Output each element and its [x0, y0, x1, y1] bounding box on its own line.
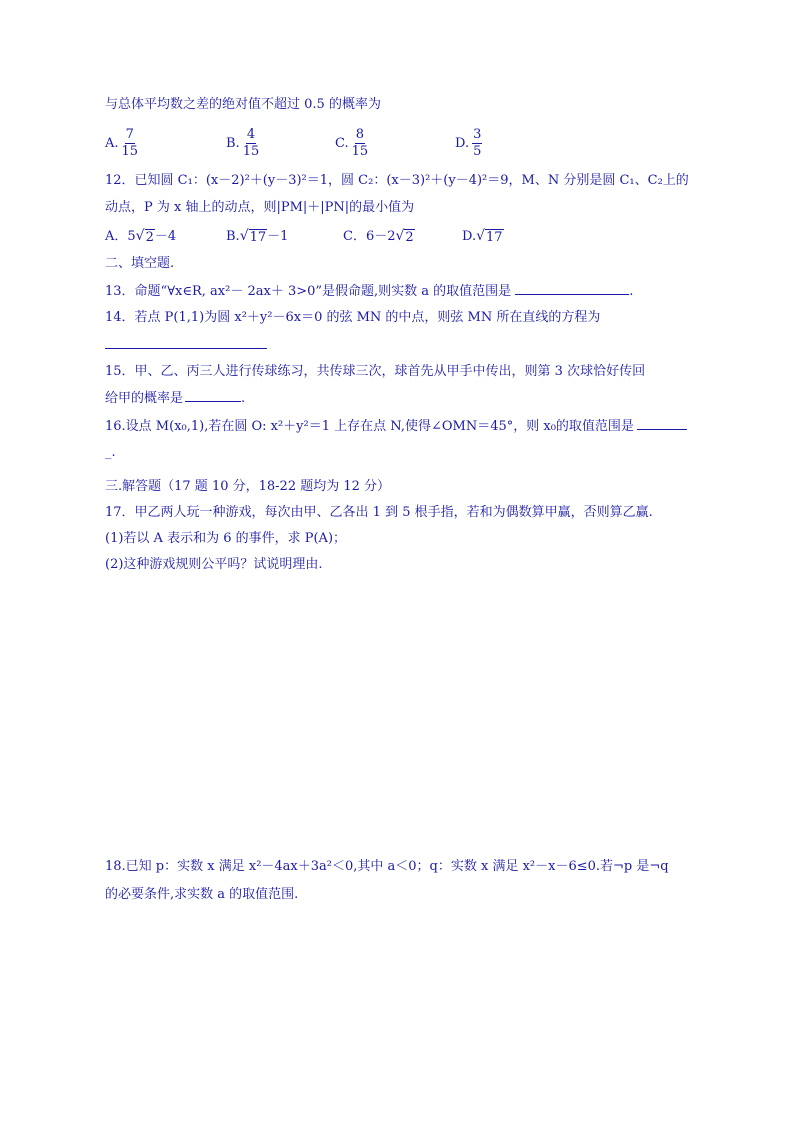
radicand: 2 — [405, 230, 414, 245]
fraction — [472, 127, 482, 160]
option-label: C． — [343, 229, 366, 244]
answer-blank — [185, 389, 241, 402]
option-label: D. — [455, 136, 470, 151]
option-label: B. — [226, 229, 240, 244]
q17-line-3: (2)这种游戏规则公平吗？试说明理由. — [105, 557, 323, 572]
option-label: B. — [226, 136, 240, 151]
q12-line-2: 动点，P 为 x 轴上的动点，则|PM|＋|PN|的最小值为 — [105, 200, 415, 215]
option-suffix: －1 — [267, 229, 289, 244]
q11-option-b — [226, 127, 259, 160]
option-label: A． — [105, 229, 128, 244]
q12-line-1: 12．已知圆 C₁：(x－2)²＋(y－3)²＝1，圆 C₂：(x－3)²＋(y－4)²＝9，M、N 分别是圆 C₁、C₂上的 — [105, 173, 689, 188]
q16-line-1 — [105, 417, 687, 436]
q15-end: . — [241, 391, 246, 406]
fraction — [122, 127, 139, 160]
numerator: 8 — [355, 127, 365, 142]
section-3-title: 三.解答题（17 题 10 分，18-22 题均为 12 分） — [105, 479, 391, 494]
sqrt: √ 17 — [476, 228, 503, 245]
numerator: 4 — [246, 127, 256, 142]
denominator: 5 — [473, 144, 482, 159]
q12-option-a — [105, 227, 176, 246]
q18-line-2: 的必要条件,求实数 a 的取值范围. — [105, 887, 299, 902]
denominator: 15 — [242, 144, 260, 159]
answer-blank — [637, 417, 687, 430]
option-label: A. — [105, 136, 119, 151]
q17-line-2: (1)若以 A 表示和为 6 的事件，求 P(A)； — [105, 531, 347, 546]
q12-option-c — [343, 227, 415, 246]
q11-option-d — [455, 127, 482, 160]
radicand: 17 — [486, 230, 503, 245]
option-label: D. — [462, 229, 477, 244]
q11-option-a — [105, 127, 138, 160]
numerator: 7 — [125, 127, 134, 142]
q12-option-b — [226, 227, 288, 246]
option-prefix: 6－2 — [365, 229, 396, 244]
q13-text: 13．命题“∀x∈R, ax²－ 2ax＋ 3>0”是假命题,则实数 a 的取值范围是 — [105, 284, 512, 299]
numerator: 3 — [473, 127, 482, 142]
q15-line-1: 15．甲、乙、丙三人进行传球练习，共传球三次，球首先从甲手中传出，则第 3 次球恰好传回 — [105, 364, 646, 379]
radicand: 2 — [145, 230, 154, 245]
q14-line: 14．若点 P(1,1)为圆 x²＋y²－6x＝0 的弦 MN 的中点，则弦 MN 所在直线的方程为 — [105, 310, 601, 325]
q13-line — [105, 282, 633, 301]
q16-text: 16.设点 M(x₀,1),若在圆 O: x²＋y²＝1 上存在点 N,使得∠OMN＝45°，则 x₀的取值范围是 — [105, 419, 634, 434]
q15-line-2 — [105, 389, 245, 408]
denominator: 15 — [121, 144, 139, 159]
q18-line-1: 18.已知 p：实数 x 满足 x²－4ax＋3a²＜0,其中 a＜0；q：实数 x 满足 x²－x－6≤0.若¬p 是¬q — [105, 859, 669, 874]
answer-blank — [105, 336, 267, 349]
fraction — [243, 127, 260, 160]
radicand: 17 — [249, 230, 267, 245]
sqrt: √ 2 — [135, 228, 154, 245]
q11-option-c — [335, 127, 368, 160]
denominator: 15 — [351, 144, 369, 159]
q15-text: 给甲的概率是 — [105, 391, 184, 406]
q16-line-2: _. — [105, 445, 116, 460]
q12-option-d — [462, 227, 504, 246]
fraction — [352, 127, 369, 160]
answer-blank — [515, 282, 629, 295]
option-label: C. — [335, 136, 349, 151]
q13-end: . — [629, 284, 634, 299]
section-2-title: 二、填空题. — [105, 256, 175, 271]
sqrt: √ 2 — [395, 228, 414, 245]
option-suffix: －4 — [154, 229, 177, 244]
sqrt: √ 17 — [239, 228, 267, 245]
intro-line: 与总体平均数之差的绝对值不超过 0.5 的概率为 — [105, 97, 381, 112]
option-prefix: 5 — [127, 229, 136, 244]
q17-line-1: 17．甲乙两人玩一种游戏，每次由甲、乙各出 1 到 5 根手指，若和为偶数算甲赢，否则算乙赢. — [105, 505, 653, 520]
